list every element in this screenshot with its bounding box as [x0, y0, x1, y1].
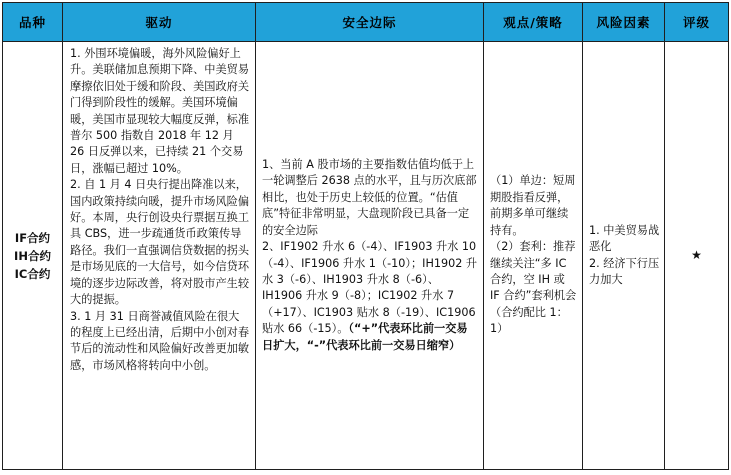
header-safety-margin: 安全边际 [256, 3, 484, 42]
risk-point-2: 2. 经济下行压力加大 [589, 256, 660, 286]
header-risk-factors: 风险因素 [583, 3, 665, 42]
view-point-1: （1）单边：短周期股指看反弹，前期多单可继续持有。 [490, 174, 576, 237]
driver-point-1: 1. 外围环境偏暖，海外风险偏好上升。美联储加息预期下降、中美贸易摩擦依旧处于缓和阶段、美国政府关门得到阶段性的缓解。美国环境偏暖，美国市显现较大幅度反弹，标准普尔 500 指数自 2018 年 12 月 26 日反弹以来，已持续 21 个交易日，涨幅已超过 10%。 [70, 47, 250, 175]
futures-strategy-table [2, 2, 729, 470]
driver-point-2: 2. 自 1 月 4 日央行提出降准以来，国内政策持续向暖，提升市场风险偏好。本周，央行创设央行票据互换工具 CBS，进一步疏通货币政策传导路径。我们一直强调信贷数据的拐头是市场见底的一大信号，如今信贷环境的逐步边际改善，将对股市产生较大的提振。 [70, 178, 250, 307]
risk-point-1: 1. 中美贸易战恶化 [589, 223, 660, 254]
safety-margin-cell [256, 42, 484, 470]
header-view-strategy: 观点/策略 [484, 3, 583, 42]
safety-margin-point-2 [262, 239, 478, 354]
strategy-table-container [2, 2, 729, 470]
product-cell [3, 42, 63, 470]
rating-cell [665, 42, 729, 470]
table-row [3, 42, 729, 470]
header-rating: 评级 [665, 3, 729, 42]
product-ih: IH合约 [14, 248, 51, 263]
product-ic: IC合约 [14, 266, 51, 281]
star-icon: ★ [691, 248, 702, 263]
driver-cell [63, 42, 256, 470]
product-if: IF合约 [14, 230, 51, 245]
header-driver: 驱动 [63, 3, 256, 42]
risk-factors-cell [583, 42, 665, 470]
view-strategy-cell [484, 42, 583, 470]
header-product: 品种 [3, 3, 63, 42]
basis-values: 2、IF1902 升水 6（-4）、IF1903 升水 10（-4）、IF1906 升水 1（-10）；IH1902 升水 3（-6）、IH1903 升水 8（-6）、IH1906 升水 9（-8）；IC1902 升水 7（+17）、IC1903 贴水 8（-19）、IC1906 贴水 66（-15）。 [262, 240, 478, 336]
driver-point-3: 3. 1 月 31 日商誉减值风险在很大的程度上已经出清，后期中小创对春节后的流动性和风险偏好改善更加敏感，市场风格将转向中小创。 [70, 309, 250, 372]
view-point-2: （2）套利：推荐继续关注“多 IC 合约，空 IH 或 IF 合约”套利机会（合约配比 1：1） [490, 240, 577, 336]
safety-margin-point-1: 1、当前 A 股市场的主要指数估值均低于上一轮调整后 2638 点的水平，且与历次底部相比，也处于历史上较低的位置。“估值底”特征非常明显，大盘现阶段已具备一定的安全边际 [262, 158, 477, 237]
table-header-row [3, 3, 729, 42]
basis-note: （“+”代表环比前一交易日扩大，“-”代表环比前一交易日缩窄） [262, 322, 468, 352]
